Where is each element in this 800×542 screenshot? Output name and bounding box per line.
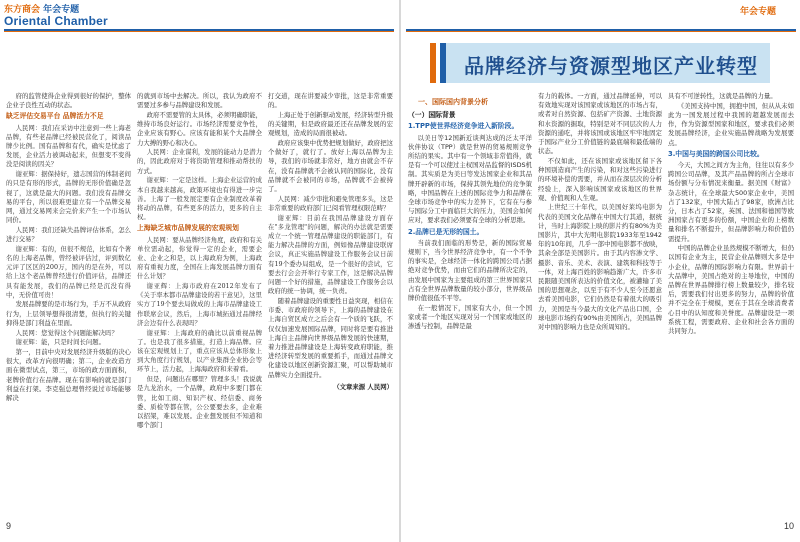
body-paragraph: 有力的载体。一方面，通过品牌延伸，可以有效地实现对该国家或该地区的市场占有，或者对自然资源、包括矿产资源、土地资源和水资源的掘取，特别是对不同层次的人力资源的通吃，并将该国或该地区牢牢地固定于国际产业分工价值链的最底端和最低端的状态。 bbox=[538, 92, 662, 156]
body-paragraph: 《美国支持中国，拥抱中国，但从从未如此为一国发展过程中我国的超越发展而去作，作为资源型国家和地区，要求我们必须发展品牌经济，企业实施品牌战略为发展要点。 bbox=[668, 101, 794, 147]
numbered-subheading: 2.品牌已是无形的国土。 bbox=[408, 227, 484, 236]
section-heading: 一、国际国内背景分析 bbox=[418, 98, 488, 106]
column-6 bbox=[668, 92, 794, 510]
section-subheading: （一）国际背景 bbox=[408, 111, 456, 120]
body-paragraph: 政府不需要管的太具体，必须明确职能，维持市场良好运行。市场经济需要竞争性，企业应该有野心。应该有能和某个大品牌全力大搏的野心和决心。 bbox=[137, 110, 262, 147]
subheading: 缺乏评估交易平台 品牌活力不足 bbox=[6, 112, 104, 121]
interview-paragraph: 人民网：企业谋利，发展的能动力是潜力的，因此政府对于将资助管理和推动帮扶的方式。 bbox=[137, 148, 262, 175]
body-paragraph: 以美日等12国新近谈判达成的泛太平洋伙伴协议（TPP）就是世界的贸易规则竞争所结的果实。其中有一个领域非常值得，就是有一个可以使过主权国对品监督的ISDS机制。其实质是为美日等发达国家企业和其品牌开辟新的市场，保持其领先地位的竞争策略，中国品牌在上述的国际竞争力和品牌在全球市场竞争中的实力差异下，它有在与参与国际分工中面临巨大的压力，美国会如何应对，要求我们必须要有全球的分析思维。 bbox=[408, 133, 532, 225]
interview-paragraph: 人民网：您觉得这个问题能解决吗？ bbox=[15, 328, 118, 337]
body-paragraph: 但是，问题出在哪里？管理多头！我说就是九龙治水，一个品牌，政府中多要门都在管，比如工商、知识产权、经信委、商务委、质检等都在管，公公要要去多，企业难以招架，难以发展。企业想发展但不知道和哪个部门 bbox=[137, 375, 262, 430]
interview-paragraph: 谢亚辉：据保持好，遗志国营的体制老间的只是有形的形式，品牌的无形价值确是忽视了，这就是最大的问题。我们没有品牌交易的平台，所以很难更建立有一个品牌交易网，通过交易网来会完价来产生一个市场认同价。 bbox=[6, 170, 131, 225]
body-paragraph: 具有不可逆转性，这就是品牌的力量。 bbox=[668, 92, 777, 100]
column-1 bbox=[6, 92, 131, 510]
interview-paragraph: 人民网：减少审批和避免管理多头，这是非常重要的政府部门已阅看管理权限范畴？ bbox=[268, 194, 393, 212]
interview-paragraph: 谢亚辉：一定是这样。上海企业运营的成本自我越来越高，政策环境也有得进一步完善。上海了一般发展定要有企业制度改革着将动的品牌，有些更多的活力，更多的自主权。 bbox=[137, 176, 262, 222]
right-header-rule-orange bbox=[406, 31, 796, 32]
left-header-rule-orange bbox=[4, 31, 394, 32]
body-paragraph: 在一般情况下，国家有大小，但一个国家或者一个地区实现对另一个国家或地区的渗透与控制，品牌是最 bbox=[408, 303, 532, 331]
article-title-banner bbox=[440, 43, 770, 83]
left-category-orange: 东方商会 bbox=[4, 5, 41, 15]
page-number-right: 10 bbox=[784, 521, 795, 531]
body-paragraph: 府的监管使得企业得到很好的保护，整体企业子良性互动的状态。 bbox=[6, 92, 131, 110]
interview-paragraph: 人民网：我们还缺失品牌评估体系，怎么进行交易？ bbox=[6, 225, 131, 244]
left-category-blue: 年会专题 bbox=[40, 5, 80, 15]
english-masthead: Oriental Chamber bbox=[4, 14, 108, 28]
right-category-label: 年会专题 bbox=[740, 7, 777, 17]
body-paragraph: 上海正处于创新驱动发展，经济转型升级的关键期，但是政府最还还在品牌发展的宏观规划，造成的局面很被动。 bbox=[268, 110, 393, 138]
body-paragraph: 打交道，现在讲要减少审批，这是非常重要的。 bbox=[268, 92, 393, 110]
body-paragraph: 第一，目前中央对发展经济升级版的决心很大，改革方向很明确；第二，企业改造方面在微型试点，第三，市场的政方面面积，老牌价值行在品牌。现在有影响的就是部门利益在打架。李克强总理曾经说过市场能够解决 bbox=[6, 347, 131, 402]
subheading: 上海缺乏城市品牌发展的宏观规划 bbox=[137, 224, 239, 233]
body-paragraph: 随着品牌建设的重要性日益突现，相信在市委、市政府的领导下，上海的品牌建设在上海自贸区成立之后会有一个质的飞跃，不仅仅加速发展国际品牌，同时将是要有推进上海自主品牌向世界级品牌发展的快速期，着力推进品牌建设是上海转变政府职能，推进经济转型发展的重要抓手，而通过品牌文化建设以地区创新资源汇聚，可以帮助城市品牌实力全面提升。 bbox=[268, 296, 393, 379]
body-paragraph: 中国的品牌企业虽然规模不断增大，但仍以国有企业为主，民营企业品牌则大多是中小企业，品牌的国际影响力有限。世界前十大品牌中，美国占绝对的主导地位，中国的品牌在世界品牌排行榜上数量较少，排名较后，需要我们付出更多的努力，品牌的价值并不完全在于规模，更在于其在全球消费者心目中的认知度和美誉度。品牌建设是一项系统工程，需要政府、企业和社会各方面的共同努力。 bbox=[668, 244, 794, 336]
body-paragraph: 当前我们面临的形势是，新的国际贸易规则下，当今世界经济竞争中，有一个不争的事实是，全球经济一体化的跨国公司占据绝对竞争优势，而由它们的品牌所决定的，由发展中国家为主要组成的第三世界国家只占有全世界品牌数量的较小部分，世界级品牌价值很低不平等。 bbox=[408, 238, 532, 303]
column-4 bbox=[408, 92, 532, 510]
body-paragraph: 上世纪三十年代，以美国好莱坞电影为代表的美国文化品牌在中国大行其道，据统计，当时上海影院上映的影片约有80%为美国影片，其中大光明电影院1933年至1942年的10年间，几乎一部中国电影都不放映，其余全部是美国影片。由于其内容渗文学、摄影、音乐、美术、表演、建筑和科技等于一体，对上海百姓的影响趋渐广大，许多市民跟随美国所表达的价值文化，被灌输了美国的思想观念，以至于有不少人至今还愿意去看美国电影，它们仍然是有着很大的吸引力，美国是当今最大的文化产品出口国，全球电影市场约有90%由美国所占，美国品牌对中国的影响力也是众所周知的。 bbox=[538, 203, 662, 332]
column-5 bbox=[538, 92, 662, 510]
numbered-subheading: 3.中国与美国的跨国公司比较。 bbox=[668, 149, 764, 158]
interview-paragraph: 人民网：要从品牌经济角度，政府和有关单位需动起，你觉得一定的企业，需要企业、企业之和是，以上海政府为例，上海政府有重视力度，全国在上海发展品牌方面有什么计划？ bbox=[137, 235, 262, 281]
column-3 bbox=[268, 92, 393, 510]
body-paragraph: 政府应该集中优势把规划做好，政府把这个做好了，就行了。放好上海以品牌为主导，我们的市场就非常好，地方由就会不存在，没有品牌就不会被认同的国际化，没有品牌就不会被同的市场，品牌就不会被持了。 bbox=[268, 139, 393, 194]
article-source: （文章来源 人民网） bbox=[333, 382, 393, 391]
interview-paragraph: 谢亚辉：上海政府的确比以前重视品牌了。也是我了很多措施，打造上海品牌。应该在宏观规划上了，重点应该从总体形象上到大角度行行规划，以产业集群全业协会等环节上，活力起，上海海政府和来着看。 bbox=[137, 328, 262, 374]
page-number-left: 9 bbox=[6, 521, 12, 531]
interview-paragraph: 人民网：我们在采访中注意到一些上海老品牌，有些老品牌已经被民营化了，阅读品牌少比例。国有品牌和有代，确实是忧虑了发展，企业活力被调动起来，但想变不变得没是阅读的因关？ bbox=[6, 123, 131, 169]
page-gutter bbox=[399, 0, 401, 542]
interview-paragraph: 谢亚辉：有的，但很不规范，比如有个著名的上海老品牌，曾经被评估过，评到数亿元评了区区的200万，国内的是在外，可以给上这个老品牌曾经进行价值评估，品牌还具有能发展，我们的品牌已经是沉没有得中，无价值可贵！ bbox=[6, 244, 131, 299]
body-paragraph: 今天，大国之间方为主角，往往以有多少跨国公司品牌，及其产品品牌的所占全球市场份额与分布情况来衡量。据美国《财富》杂志统计，在全球最大500家企业中，美国占了132家，中国大陆占了98家，欧洲占比分，日本占了52家，英国、法国和德国等欧洲国家占有更多的份额，中国企业的上榜数量和排名不断提升，但品牌影响力和价值仍需提升。 bbox=[668, 160, 794, 243]
title-accent-bar bbox=[430, 43, 436, 83]
interview-paragraph: 谢亚辉：目前在我国品牌建设方面存在"多龙管理"的问题，解决的办法就是需要成立一个统一管理品牌建设的职能部门，有能力解决品牌的方面，例如像品牌建设联席会议，真正实施品牌建设工作服务会议日前有19个委办局组成，是一个很好的尝试，它要去行会会开举行专家工作，这是解决品牌问题一个好的措施，品牌建设工作服务会以政府的统一协调，统一负责。 bbox=[268, 213, 393, 296]
body-paragraph: 发展品牌要的是市场行为，手万不从政府行为，上层领导想得很清楚，但执行的关键抑得是部门利益在里面。 bbox=[6, 300, 131, 327]
column-2 bbox=[137, 92, 262, 510]
interview-paragraph: 谢亚辉：上海市政府在2012年发布了《关于率本都市品牌建设的若干意见》，这里实方了19个要去局做成的上海市品牌建设工作联席会议，然后，上海市城拓通过品牌经济会边有什么表现吗？ bbox=[137, 282, 262, 327]
body-paragraph: 不仅如此，还在该国家或该地区留下各种国别造商产生的污染，和对这些污染进行的环境补偿的需要，并从而在深层次的分析经验上，深入影响该国家或该地区的世界观、价值观和人生观。 bbox=[538, 156, 662, 202]
article-title: 品牌经济与资源型地区产业转型 bbox=[464, 54, 758, 78]
numbered-subheading: 1.TPP使世界经济竞争进入新阶段。 bbox=[408, 122, 519, 131]
interview-paragraph: 谢亚辉：能，只是时间长问题。 bbox=[15, 338, 106, 347]
body-paragraph: 的就到市场中去解决。所以，我认为政府不需要过多参与品牌建设和发展。 bbox=[137, 92, 262, 110]
